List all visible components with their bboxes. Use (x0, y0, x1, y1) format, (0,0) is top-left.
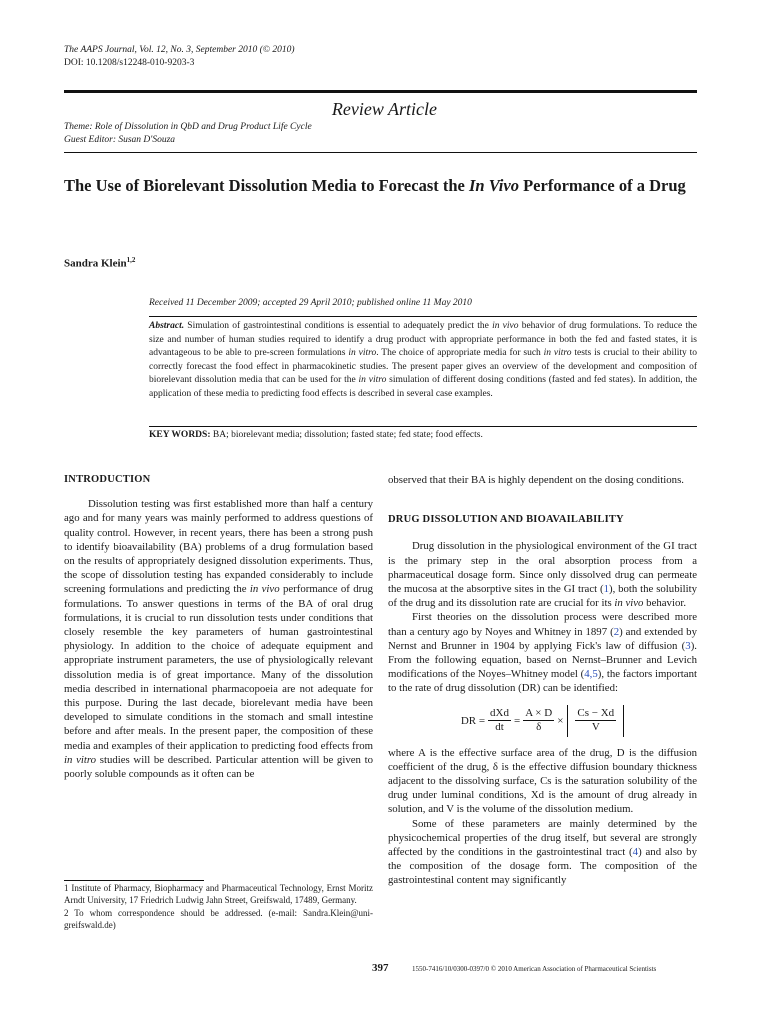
theme-block (64, 121, 312, 147)
text-run: ). From the following equation, based on Nernst–Brunner and Levich modifications of the Noyes–Whitney model ( (388, 639, 697, 681)
journal-header (64, 44, 295, 70)
footer-copyright: 1550-7416/10/0300-0397/0 © 2010 American Association of Pharmaceutical Scientists (412, 965, 657, 973)
text-run: ), both the solubility of the drug and its dissolution rate are crucial for its (388, 583, 697, 610)
abstract-rule-top (149, 316, 697, 317)
citation-link[interactable]: 2 (613, 625, 620, 638)
abstract-text: simulation of different dosing conditions (fasted and fed states). In addition, the application of these media to predicting food effects is described in several case examples. (149, 375, 698, 399)
text-run: ) and also by the composition of the dosage form. The composition of the gastrointestinal content may significantly (388, 846, 697, 887)
intro-paragraph (64, 497, 373, 781)
author (64, 256, 135, 270)
abstract-rule-bottom (149, 426, 697, 427)
text-run: First theories on the dissolution process were described more than a century ago by Noyes and Whitney in 1897 ( (388, 611, 697, 638)
dissolution-paragraph-1 (388, 539, 697, 610)
eq-fraction-3 (575, 707, 616, 734)
abstract-italic: in vitro (543, 348, 572, 359)
abstract-text: Simulation of gastrointestinal conditions is essential to adequately predict the (184, 321, 493, 331)
theme-rule (64, 152, 697, 153)
citation-link[interactable]: 4,5 (584, 668, 598, 681)
noyes-whitney-equation (388, 702, 697, 740)
text-italic: in vivo (249, 583, 280, 596)
text-italic: in vivo (614, 597, 644, 610)
left-column (64, 473, 373, 781)
text-run: ), the factors important to the rate of drug dissolution (DR) can be identified: (388, 668, 697, 695)
footnote-1: 1 Institute of Pharmacy, Biopharmacy and Pharmaceutical Technology, Ernst Moritz Arndt University, 17 Friedrich Ludwig Jahn Street, Greifswald, 17489, Germany. (64, 883, 373, 906)
eq-fraction-1 (488, 707, 511, 734)
doi[interactable]: DOI: 10.1208/s12248-010-9203-3 (64, 58, 195, 68)
eq-bracket (567, 705, 624, 737)
text-run: Some of these parameters are mainly determined by the physicochemical properties of the drug itself, but several are strongly affected by the conditions in the gastrointestinal tract ( (388, 817, 697, 859)
abstract-text: tests is crucial to their ability to correctly forecast the food effect in pharmacokinetic studies. The present paper gives an overview of the development and composition of biorelevant dissolution media that can be used for the (149, 348, 698, 386)
text-run: behavior. (643, 597, 687, 610)
citation-link[interactable]: 3 (685, 639, 691, 652)
abstract-text: . The choice of appropriate media for such (376, 348, 544, 359)
abstract-italic: in vitro (358, 375, 387, 386)
text-run: studies will be described. Particular attention will be given to poorly soluble compounds as it often can be (64, 753, 373, 781)
title-part: The Use of Biorelevant Dissolution Media to Forecast the (64, 176, 469, 195)
citation-link[interactable]: 1 (603, 583, 609, 596)
eq-equals: = (514, 714, 521, 727)
footnote-rule (64, 880, 204, 881)
eq-lhs: DR = (460, 714, 486, 727)
keywords (149, 430, 697, 440)
dissolution-paragraph-4 (388, 817, 697, 888)
author-name: Sandra Klein (64, 257, 127, 270)
text-run: Drug dissolution in the physiological environment of the GI tract is the primary step in the oral absorption process from a pharmaceutical dosage form. Since only dissolved drug can permeate the mucosa at the absorptive sites in the GI tract ( (388, 540, 697, 596)
eq-den: dt (495, 721, 504, 734)
dissolution-paragraph-2 (388, 610, 697, 695)
dissolution-paragraph-3: where A is the effective surface area of the drug, D is the diffusion coefficient of the drug, δ is the effective diffusion boundary thickness adjacent to the dissolving surface, Cs is the saturation solubility of the drug under luminal conditions, Xd is the amount of drug already in solution, and V is the volume of the dissolution medium. (388, 746, 697, 816)
title-italic: In Vivo (468, 176, 519, 195)
text-italic: in vitro (64, 753, 97, 766)
section-heading-dissolution: DRUG DISSOLUTION AND BIOAVAILABILITY (388, 514, 624, 526)
eq-fraction-2 (523, 707, 554, 734)
abstract-text: behavior of drug formulations. To reduce the size and number of human studies required to identify a drug product with appropriate performance in both the fed and fasted states, it is advantageous to be able to pre-screen formulations (149, 321, 697, 359)
eq-num: dXd (490, 707, 509, 720)
right-column (388, 473, 697, 888)
article-type: Review Article (331, 99, 437, 119)
journal-citation: The AAPS Journal, Vol. 12, No. 3, September 2010 (© 2010) (64, 45, 295, 55)
abstract (149, 320, 697, 402)
eq-den: V (591, 721, 600, 734)
abstract-italic: in vitro (348, 348, 377, 359)
eq-den: δ (536, 721, 542, 734)
text-run: ) and extended by Nernst and Brunner in 1904 by applying Fick's law of diffusion ( (388, 625, 697, 652)
title-part: Performance of a Drug (518, 176, 686, 195)
continued-paragraph: observed that their BA is highly dependent on the dosing conditions. (388, 474, 684, 486)
guest-editor: Guest Editor: Susan D'Souza (64, 135, 176, 145)
footnote-2: 2 To whom correspondence should be addressed. (e-mail: Sandra.Klein@uni-greifswald.de) (64, 907, 373, 931)
theme: Theme: Role of Dissolution in QbD and Drug Product Life Cycle (64, 122, 312, 132)
eq-num: A × D (525, 707, 553, 720)
received-dates: Received 11 December 2009; accepted 29 April 2010; published online 11 May 2010 (149, 298, 472, 308)
paper-title (64, 175, 704, 197)
eq-num: Cs − Xd (577, 707, 615, 720)
header-rule (64, 90, 697, 93)
abstract-italic: in vivo (492, 321, 519, 331)
page-number: 397 (372, 962, 389, 974)
abstract-lead: Abstract. (149, 321, 185, 331)
keywords-label: KEY WORDS: (149, 430, 211, 440)
section-heading-introduction: INTRODUCTION (64, 474, 151, 485)
citation-link[interactable]: 4 (632, 846, 639, 859)
author-affiliation: 1,2 (126, 256, 136, 264)
text-run: performance of drug formulations. To answer questions in terms of the BA of oral drug formulations, it is crucial to run dissolution tests under conditions that closely resemble the key parameters of human gastrointestinal physiology. In addition to the choice of adequate equipment and appropriate instrument parameters, the use of physiologically relevant dissolution media is of great importance. Many of the dissolution media described in international pharmacopoeia are not adequate for this purpose. During the last decade, biorelevant media have been developed to simulate conditions in the stomach and small intestine before and after meals. In the present paper, the composition of these media and examples of their application to predicting food effects from (64, 583, 373, 752)
keywords-text: BA; biorelevant media; dissolution; fasted state; fed state; food effects. (210, 430, 483, 440)
text-run: Dissolution testing was first established more than half a century ago and for many years was mainly performed to address questions of quality control. However, in recent years, there has been a strong push to identify bioavailability (BA) problems of a drug formulation based on the results of appropriately designed dissolution experiments. Thus, the scope of dissolution testing has expanded considerably to include screening formulations and predicting the (64, 498, 373, 596)
footnotes (64, 882, 373, 932)
eq-times: × (557, 714, 564, 727)
